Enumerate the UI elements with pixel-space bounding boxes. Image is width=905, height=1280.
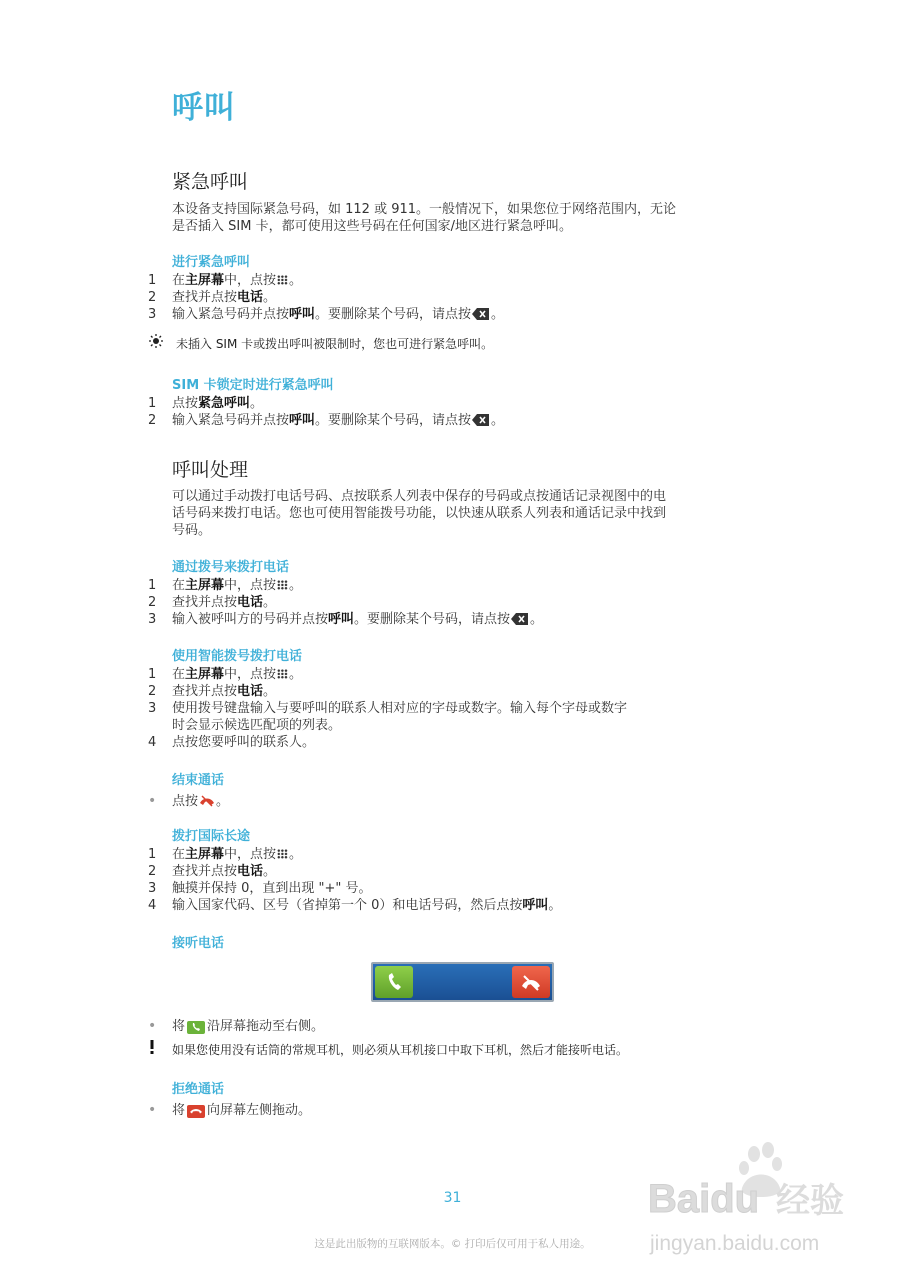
end-call-icon <box>199 795 215 807</box>
app-grid-icon <box>277 580 288 590</box>
subheading-sim-locked: SIM 卡锁定时进行紧急呼叫 <box>172 378 334 393</box>
step-item: 1 点按紧急呼叫。 <box>148 396 264 411</box>
svg-text:jingyan.baidu.com: jingyan.baidu.com <box>650 1232 820 1255</box>
answer-handle <box>375 966 413 998</box>
section-title-call-handling: 呼叫处理 <box>172 459 249 481</box>
call-handling-paragraph: 可以通过手动拨打电话号码、点按联系人列表中保存的号码或点按通话记录视图中的电 话号码来拨打电话。您也可使用智能拨号功能，以快速从联系人列表和通话记录中找到 号码。 <box>172 489 667 538</box>
backspace-icon <box>472 414 490 426</box>
footer-note: 这是此出版物的互联网版本。© 打印后仅可用于私人用途。 <box>314 1238 591 1250</box>
step-item: 2 查找并点按电话。 <box>148 595 277 610</box>
bullet-item: • 将 向屏幕左侧拖动。 <box>148 1102 312 1118</box>
svg-text:Baidu: Baidu <box>648 1177 760 1221</box>
subheading-reject-call: 拒绝通话 <box>172 1082 225 1097</box>
reject-handle <box>512 966 550 998</box>
page-title: 呼叫 <box>172 90 236 126</box>
subheading-dial: 通过拨号来拨打电话 <box>172 560 290 575</box>
lightbulb-icon <box>148 334 164 348</box>
subheading-make-emergency-call: 进行紧急呼叫 <box>172 255 251 270</box>
step-item: 2 查找并点按电话。 <box>148 864 277 879</box>
app-grid-icon <box>277 275 288 285</box>
step-item: 3 触摸并保持 0，直到出现 "+" 号。 <box>148 881 372 896</box>
step-item: 2 查找并点按电话。 <box>148 290 277 305</box>
step-item: 1 在主屏幕中，点按 。 <box>148 273 303 288</box>
step-item: 3 输入被呼叫方的号码并点按呼叫。要删除某个号码，请点按 。 <box>148 612 544 627</box>
backspace-icon <box>511 613 529 625</box>
phone-reject-icon <box>512 966 550 998</box>
backspace-icon <box>472 308 490 320</box>
subheading-smart-dial: 使用智能拨号拨打电话 <box>172 649 303 664</box>
step-item: 3 输入紧急号码并点按呼叫。要删除某个号码，请点按 。 <box>148 307 505 322</box>
step-item: 2 输入紧急号码并点按呼叫。要删除某个号码，请点按 。 <box>148 413 505 428</box>
step-item: 4 输入国家代码、区号（省掉第一个 0）和电话号码，然后点按呼叫。 <box>148 898 562 913</box>
warning-note: 如果您使用没有话筒的常规耳机，则必须从耳机接口中取下耳机，然后才能接听电话。 <box>148 1040 628 1058</box>
step-item: 3 使用拨号键盘输入与要呼叫的联系人相对应的字母或数字。输入每个字母或数字 <box>148 701 628 716</box>
step-item: 4 点按您要呼叫的联系人。 <box>148 735 316 750</box>
app-grid-icon <box>277 669 288 679</box>
phone-answer-icon <box>375 966 413 998</box>
subheading-international: 拨打国际长途 <box>172 829 251 844</box>
bullet-item: • 将 沿屏幕拖动至右侧。 <box>148 1018 325 1034</box>
svg-text:经验: 经验 <box>776 1181 844 1221</box>
step-item-continuation: 时会显示候选匹配项的列表。 <box>172 718 342 733</box>
step-item: 1 在主屏幕中，点按 。 <box>148 847 303 862</box>
app-grid-icon <box>277 849 288 859</box>
step-item: 1 在主屏幕中，点按 。 <box>148 578 303 593</box>
subheading-end-call: 结束通话 <box>172 773 225 788</box>
emergency-paragraph: 本设备支持国际紧急号码，如 112 或 911。一般情况下，如果您位于网络范围内，无论 是否插入 SIM 卡，都可使用这些号码在任何国家/地区进行紧急呼叫。 <box>172 202 677 234</box>
section-title-emergency: 紧急呼叫 <box>172 171 249 193</box>
step-item: 1 在主屏幕中，点按 。 <box>148 667 303 682</box>
tip-note: 未插入 SIM 卡或拨出呼叫被限制时，您也可进行紧急呼叫。 <box>148 334 493 352</box>
step-item: 2 查找并点按电话。 <box>148 684 277 699</box>
page-number: 31 <box>443 1190 462 1206</box>
reject-call-icon <box>187 1105 205 1118</box>
answer-call-icon <box>187 1021 205 1034</box>
subheading-answer-call: 接听电话 <box>172 936 225 951</box>
bullet-item: • 点按 。 <box>148 793 230 809</box>
exclamation-icon <box>148 1040 156 1054</box>
incoming-call-slider <box>371 962 554 1002</box>
